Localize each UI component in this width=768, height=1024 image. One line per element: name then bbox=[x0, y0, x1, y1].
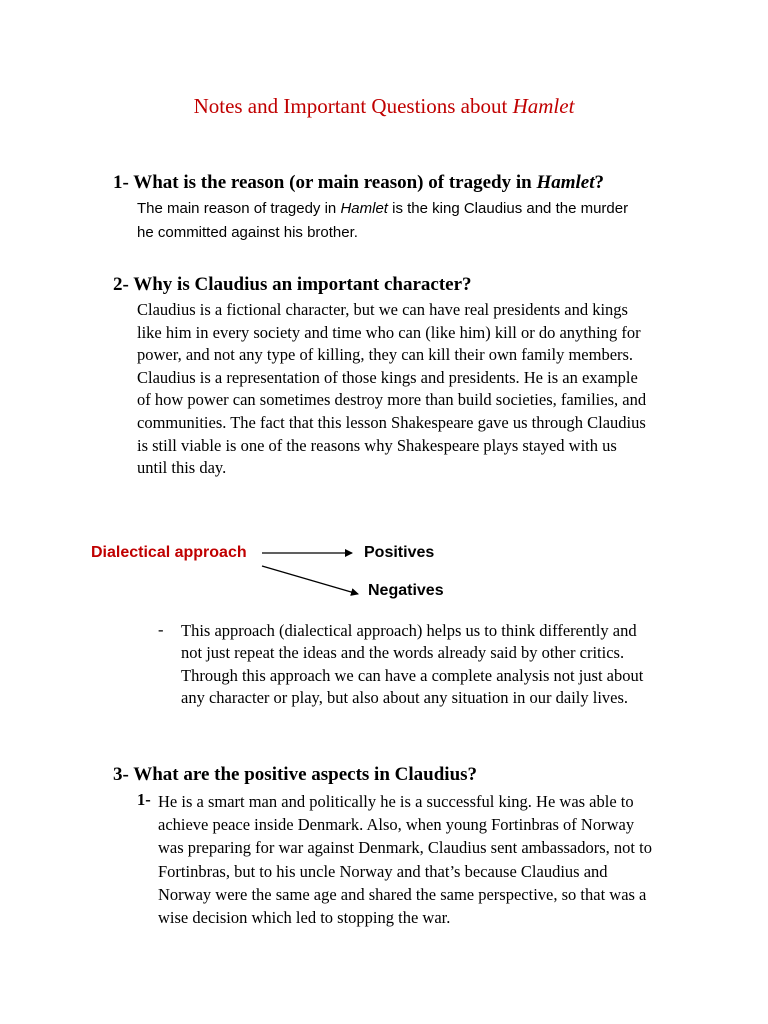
bullet-dash: - bbox=[158, 620, 164, 639]
arrow-to-negatives bbox=[262, 566, 358, 594]
title-italic: Hamlet bbox=[512, 94, 575, 118]
bullet-line: any character or play, but also about any situation in our daily lives. bbox=[181, 688, 629, 708]
point-number: 1- bbox=[137, 790, 151, 809]
answer-1-italic: Hamlet bbox=[340, 200, 388, 217]
bullet-line: This approach (dialectical approach) helps us to think differently and bbox=[181, 621, 637, 640]
bullet-line: not just repeat the ideas and the words already said by other critics. bbox=[181, 643, 625, 663]
point-line: Norway were the same age and shared the same perspective, so that was a bbox=[158, 884, 647, 904]
answer-2-line: communities. The fact that this lesson Shakespeare gave us through Claudius bbox=[137, 412, 646, 432]
point-line: Fortinbras, but to his uncle Norway and that’s because Claudius and bbox=[158, 861, 608, 881]
title-text: Notes and Important Questions about bbox=[193, 94, 513, 118]
answer-2-line: of how power can sometimes destroy more than build societies, families, and bbox=[137, 390, 647, 410]
bullet-text bbox=[181, 620, 643, 710]
answer-2-line: Claudius is a fictional character, but we can have real presidents and kings bbox=[137, 300, 628, 319]
answer-1-text-b: is the king Claudius and the murder bbox=[387, 200, 629, 217]
point-text bbox=[158, 790, 652, 929]
answer-2-line: is still viable is one of the reasons why Shakespeare plays stayed with us bbox=[137, 435, 617, 455]
answer-2-line: Claudius is a representation of those kings and presidents. He is an example bbox=[137, 367, 638, 387]
answer-2-line: power, and not any type of killing, they can kill their own family members. bbox=[137, 345, 634, 365]
diagram-negatives-label: Negatives bbox=[368, 582, 444, 599]
question-3: 3- What are the positive aspects in Claudius? bbox=[113, 764, 478, 785]
question-1-italic: Hamlet bbox=[536, 172, 595, 193]
answer-1-text-a: The main reason of tragedy in bbox=[137, 200, 341, 217]
question-1-end: ? bbox=[594, 172, 605, 193]
point-line: He is a smart man and politically he is a successful king. He was able to bbox=[158, 792, 634, 811]
point-line: was preparing for war against Denmark, Claudius sent ambassadors, not to bbox=[158, 838, 652, 858]
question-2: 2- Why is Claudius an important character? bbox=[113, 274, 472, 295]
answer-1-line: he committed against his brother. bbox=[137, 224, 358, 241]
point-line: achieve peace inside Denmark. Also, when young Fortinbras of Norway bbox=[158, 815, 635, 835]
bullet-line: Through this approach we can have a complete analysis not just about bbox=[181, 665, 644, 685]
diagram-source-label: Dialectical approach bbox=[91, 544, 247, 561]
question-1-text: 1- What is the reason (or main reason) of tragedy in bbox=[113, 172, 537, 193]
answer-2-line: like him in every society and time who can (like him) kill or do anything for bbox=[137, 322, 641, 342]
answer-2-line: until this day. bbox=[137, 458, 227, 478]
point-line: wise decision which led to stopping the war. bbox=[158, 908, 451, 928]
diagram-positives-label: Positives bbox=[364, 544, 435, 561]
